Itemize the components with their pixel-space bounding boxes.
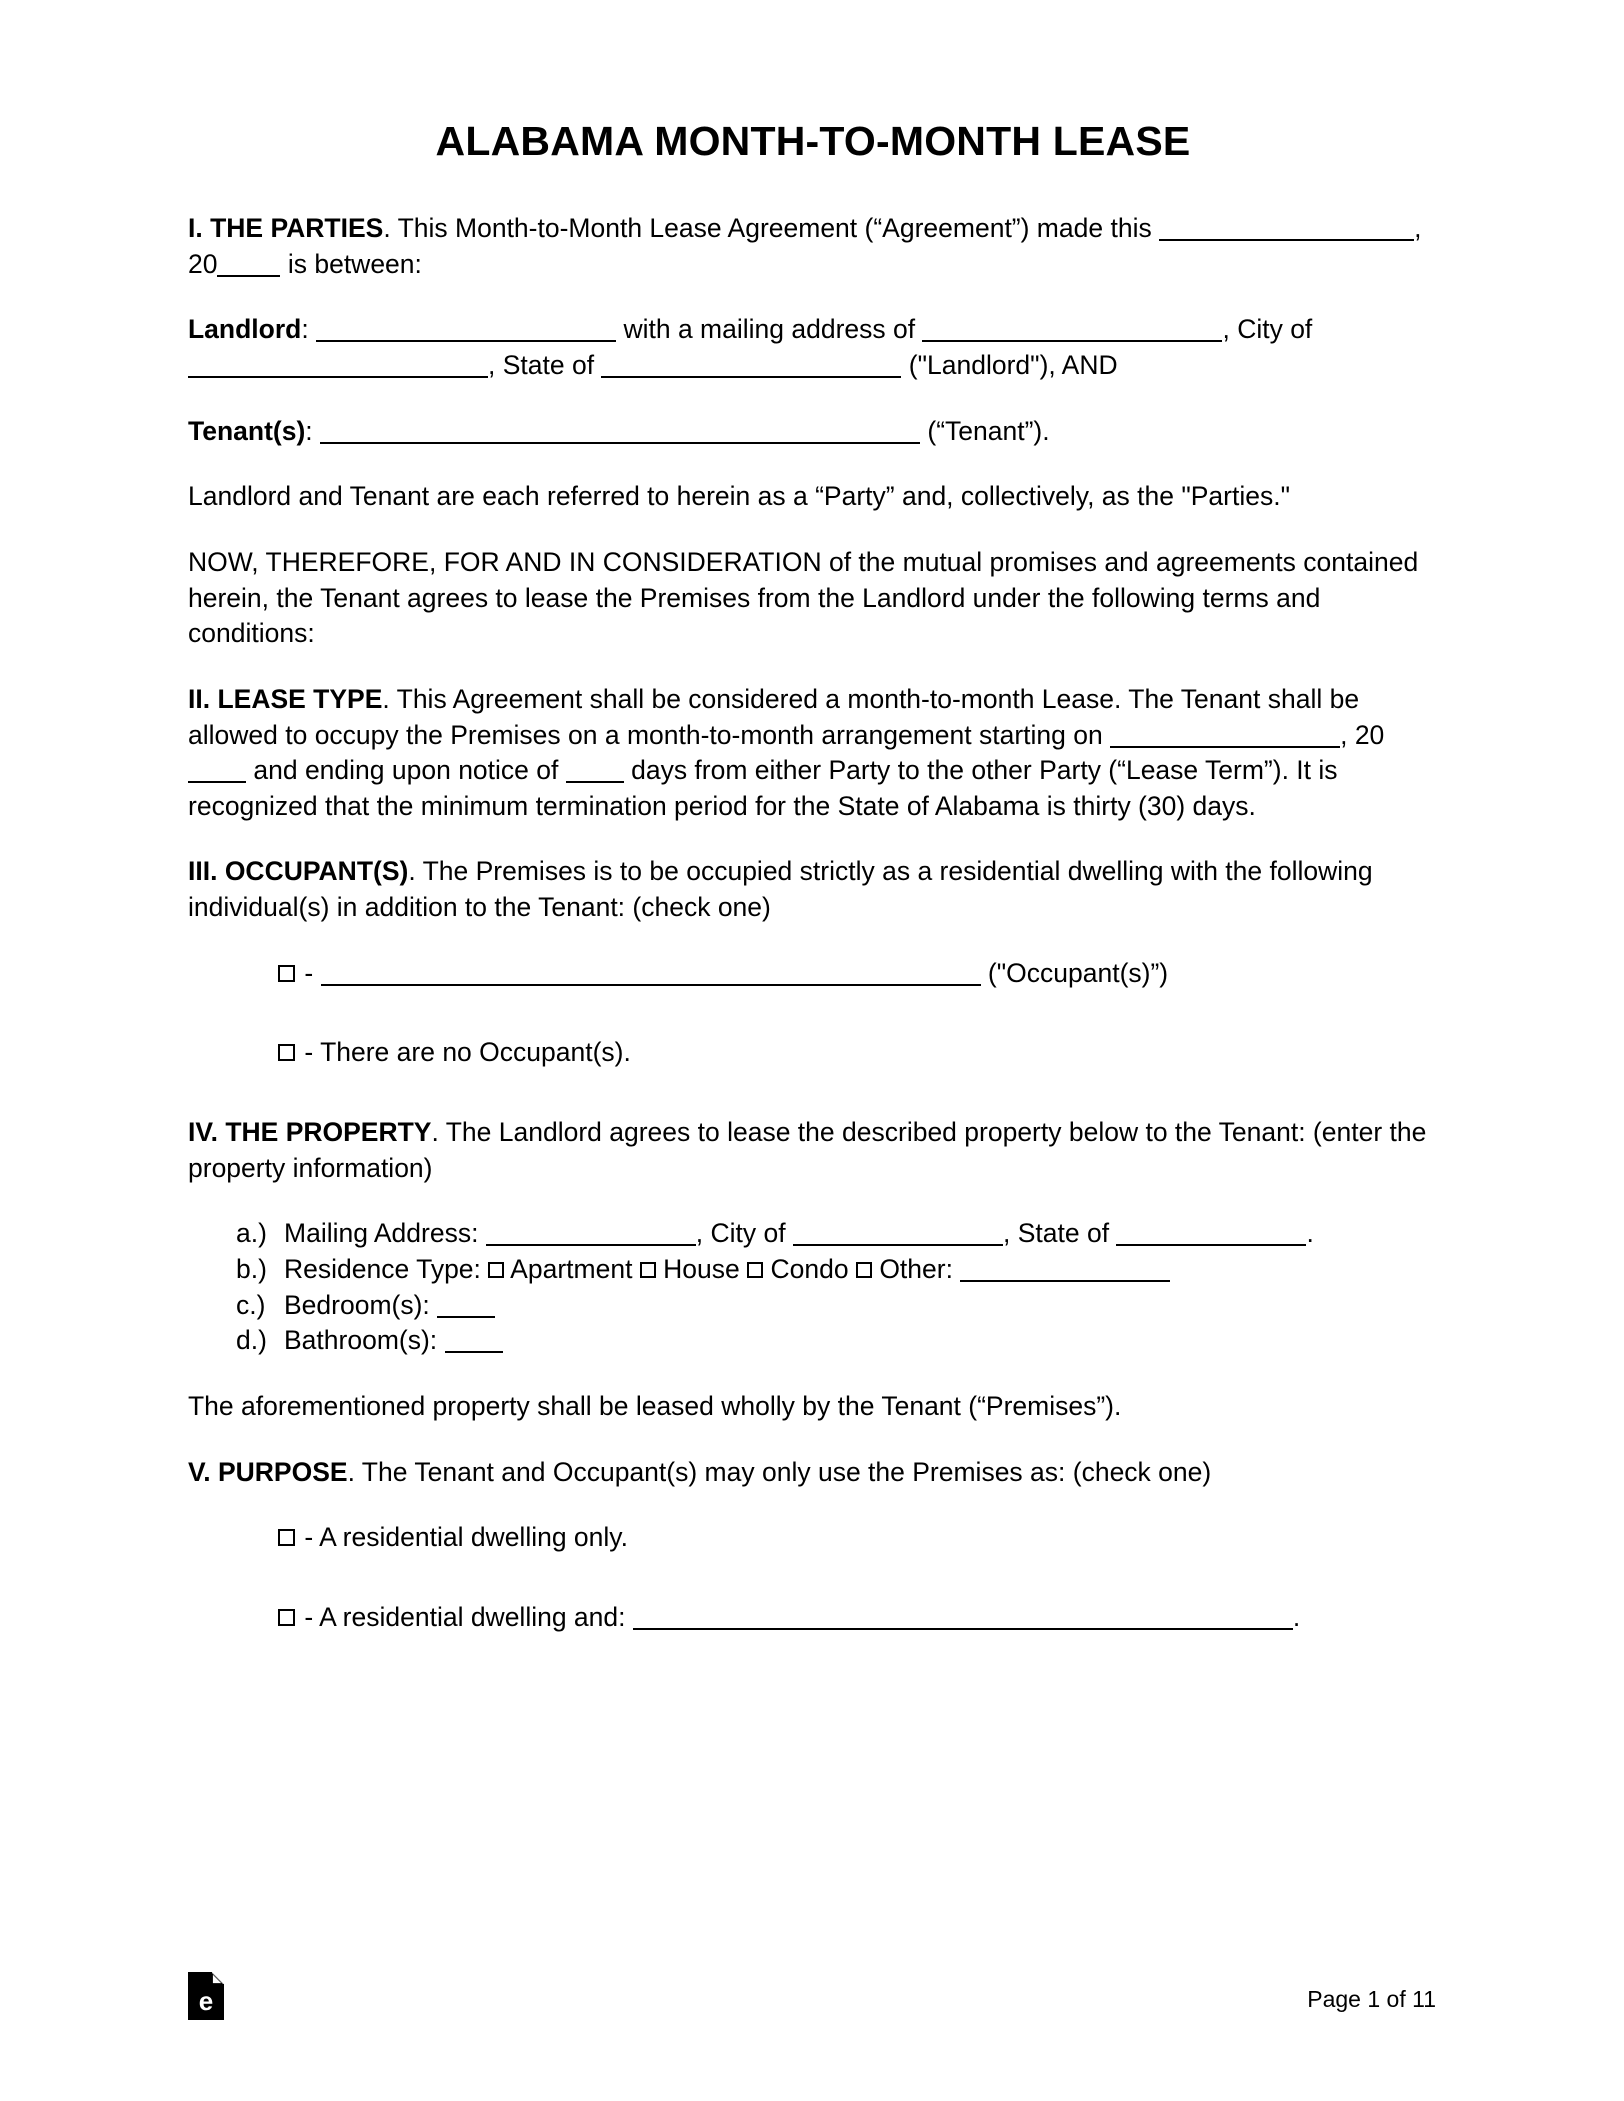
property-item-mailing-address [236,1216,1438,1252]
landlord-address-field[interactable] [922,320,1222,342]
residence-type-label: Residence Type: [284,1253,489,1284]
page-number: Page 1 of 11 [1307,1986,1436,2012]
landlord-city-field[interactable] [188,356,488,378]
purpose-text: . The Tenant and Occupant(s) may only use the Premises as: (check one) [347,1456,1212,1487]
section-the-property [188,1115,1438,1186]
property-city-field[interactable] [793,1224,1003,1246]
occupants-option-listed [188,956,1438,992]
section-heading-occupants: III. OCCUPANT(S) [188,856,409,887]
section-heading-parties: I. THE PARTIES [188,213,384,244]
section-lease-type [188,682,1438,825]
checkbox-icon-residential-and[interactable] [278,1609,295,1626]
occupants-option1-suffix: ("Occupant(s)”) [980,957,1169,988]
purpose-option-residential-and [188,1600,1438,1636]
notice-days-field[interactable] [566,761,624,783]
property-item-a-text [284,1216,1438,1252]
property-item-c-label: c.) [236,1289,266,1320]
landlord-name-field[interactable] [316,320,616,342]
tenant-suffix: (“Tenant”). [920,415,1050,446]
tenant-label: Tenant(s) [188,415,306,446]
property-item-residence-type [236,1252,1438,1288]
property-address-field[interactable] [486,1224,696,1246]
residence-option-condo: Condo [763,1253,856,1284]
lease-type-text-d: days from either Party to the other Party (“Lease Term”). It is recognized that the minimum termination period for the State of Alabama is thirty (30) days. [188,755,1338,821]
residence-option-other: Other: [871,1253,961,1284]
landlord-block [188,312,1438,383]
section-the-parties [188,211,1438,282]
premises-closing-paragraph: The aforementioned property shall be leased wholly by the Tenant (“Premises”). [188,1390,1122,1421]
section-heading-lease-type: II. LEASE TYPE [188,683,383,714]
checkbox-icon-occupants-listed[interactable] [278,965,295,982]
property-text: . The Landlord agrees to lease the described property below to the Tenant: (enter the property information) [188,1117,1427,1183]
page-title: ALABAMA MONTH-TO-MONTH LEASE [435,118,1191,164]
page-footer [188,1972,1436,2042]
checkbox-icon-apartment[interactable] [488,1262,504,1278]
property-state-label: , State of [1003,1218,1117,1249]
occupants-option2-label: - There are no Occupant(s). [297,1037,631,1068]
checkbox-icon-occupants-none[interactable] [278,1044,295,1061]
checkbox-icon-house[interactable] [640,1262,656,1278]
agreement-year-field[interactable] [217,255,280,277]
checkbox-icon-other[interactable] [856,1262,872,1278]
property-item-b-text [284,1252,1438,1288]
property-item-a-label: a.) [236,1218,267,1249]
property-item-bedrooms [236,1288,1438,1324]
property-item-d-label: d.) [236,1325,267,1356]
tenant-colon: : [305,415,321,446]
purpose-option-residential-only [188,1520,1438,1556]
parties-definition-paragraph: Landlord and Tenant are each referred to herein as a “Party” and, collectively, as the "Parties." [188,481,1291,512]
purpose-other-use-field[interactable] [633,1608,1293,1630]
occupants-option1-dash: - [297,957,321,988]
landlord-suffix: ("Landlord"), AND [901,350,1118,381]
property-item-bathrooms [236,1323,1438,1359]
bedrooms-label: Bedroom(s): [284,1289,438,1320]
landlord-state-text: , State of [488,350,602,381]
landlord-city-text: , City of [1222,314,1313,345]
bedrooms-field[interactable] [437,1296,495,1318]
occupants-text: . The Premises is to be occupied strictly as a residential dwelling with the following individual(s) in addition to the Tenant: (check one) [188,856,1373,923]
property-item-c-text [284,1288,1438,1324]
section-heading-property: IV. THE PROPERTY [188,1117,432,1148]
residence-other-field[interactable] [960,1260,1170,1282]
document-body [188,118,1438,1667]
checkbox-icon-condo[interactable] [747,1262,763,1278]
agreement-date-field[interactable] [1159,219,1414,241]
occupants-names-field[interactable] [321,964,981,986]
occupants-option-none [188,1035,1438,1071]
property-state-field[interactable] [1116,1224,1306,1246]
landlord-colon: : [301,314,317,345]
lease-start-date-field[interactable] [1110,726,1340,748]
consideration-paragraph: NOW, THEREFORE, FOR AND IN CONSIDERATION of the mutual promises and agreements contained herein, the Tenant agrees to lease the Premises from the Landlord under the following terms and conditions: [188,546,1419,649]
landlord-label: Landlord [188,314,302,345]
property-item-b-label: b.) [236,1253,267,1284]
lease-type-text-a: . This Agreement shall be considered a month-to-month Lease. The Tenant shall be allowed to occupy the Premises on a month-to-month arrangement starting on [188,683,1360,750]
section-purpose [188,1455,1438,1491]
purpose-option1-label: - A residential dwelling only. [297,1522,628,1553]
purpose-option2-label-a: - A residential dwelling and: [297,1601,633,1632]
tenant-name-field[interactable] [320,422,920,444]
eforms-logo-letter: e [198,1986,214,2016]
lease-type-text-c: and ending upon notice of [246,755,566,786]
eforms-logo-icon [188,1972,224,2020]
mailing-address-label: Mailing Address: [284,1218,486,1249]
parties-intro-c: is between: [280,248,422,279]
tenant-block [188,414,1438,450]
bathrooms-label: Bathroom(s): [284,1325,445,1356]
purpose-option2-period: . [1292,1601,1301,1632]
property-details-list [188,1216,1438,1359]
property-item-d-text [284,1323,1438,1359]
checkbox-icon-residential-only[interactable] [278,1529,295,1546]
landlord-state-field[interactable] [601,356,901,378]
residence-option-house: House [655,1253,748,1284]
parties-intro-a: . This Month-to-Month Lease Agreement (“Agreement”) made this [383,213,1160,244]
lease-start-year-field[interactable] [188,761,246,783]
landlord-mailing-text: with a mailing address of [616,314,923,345]
section-occupants [188,854,1438,925]
property-address-period: . [1306,1218,1314,1249]
section-heading-purpose: V. PURPOSE [188,1456,348,1487]
parties-intro-b: , 20 [188,213,1422,279]
lease-type-text-b: , 20 [1340,719,1385,750]
property-city-label: , City of [695,1218,793,1249]
bathrooms-field[interactable] [445,1331,503,1353]
residence-option-apartment: Apartment [504,1253,640,1284]
